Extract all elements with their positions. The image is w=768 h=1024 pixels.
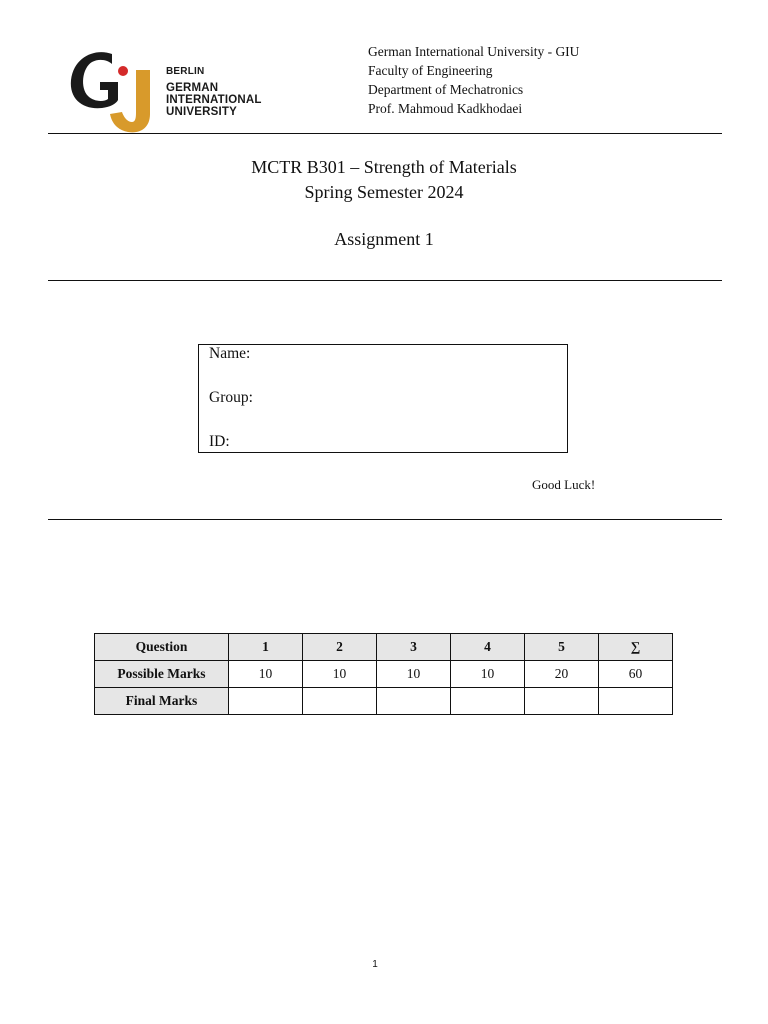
possible-mark-cell: 10 bbox=[303, 661, 377, 688]
possible-mark-cell: 10 bbox=[229, 661, 303, 688]
header-divider bbox=[48, 133, 722, 134]
student-info-box bbox=[198, 344, 568, 453]
column-header: 5 bbox=[525, 634, 599, 661]
possible-mark-cell: 10 bbox=[377, 661, 451, 688]
final-mark-cell bbox=[525, 688, 599, 715]
table-row bbox=[95, 688, 673, 715]
final-mark-total bbox=[599, 688, 673, 715]
department-name: Department of Mechatronics bbox=[368, 82, 524, 97]
giu-logo-mark-icon bbox=[66, 44, 166, 136]
row-label-possible-marks: Possible Marks bbox=[95, 661, 229, 688]
possible-mark-total: 60 bbox=[599, 661, 673, 688]
group-label: Group: bbox=[209, 389, 253, 406]
marks-table bbox=[94, 633, 673, 715]
page-number: 1 bbox=[372, 959, 378, 970]
good-luck-text: Good Luck! bbox=[532, 477, 596, 492]
column-header-sum: ∑ bbox=[599, 634, 673, 661]
logo-line-german: GERMAN bbox=[166, 82, 219, 94]
faculty-name: Faculty of Engineering bbox=[368, 63, 493, 78]
column-header: 3 bbox=[377, 634, 451, 661]
logo-berlin-text: BERLIN bbox=[166, 66, 205, 77]
table-row bbox=[95, 661, 673, 688]
university-logo bbox=[66, 44, 276, 136]
course-semester: Spring Semester 2024 bbox=[304, 182, 464, 202]
professor-name: Prof. Mahmoud Kadkhodaei bbox=[368, 101, 523, 116]
assignment-title: Assignment 1 bbox=[334, 229, 434, 249]
title-divider bbox=[48, 280, 722, 281]
university-name: German International University - GIU bbox=[368, 44, 580, 59]
logo-line-international: INTERNATIONAL bbox=[166, 94, 262, 106]
logo-line-university: UNIVERSITY bbox=[166, 106, 238, 118]
row-label-final-marks: Final Marks bbox=[95, 688, 229, 715]
column-header: 1 bbox=[229, 634, 303, 661]
final-mark-cell bbox=[377, 688, 451, 715]
name-label: Name: bbox=[209, 345, 251, 362]
column-header: 4 bbox=[451, 634, 525, 661]
header-info bbox=[368, 42, 579, 118]
final-mark-cell bbox=[451, 688, 525, 715]
possible-mark-cell: 10 bbox=[451, 661, 525, 688]
table-row bbox=[95, 634, 673, 661]
column-header: 2 bbox=[303, 634, 377, 661]
possible-mark-cell: 20 bbox=[525, 661, 599, 688]
row-label-question: Question bbox=[95, 634, 229, 661]
id-label: ID: bbox=[209, 433, 230, 450]
section-divider bbox=[48, 519, 722, 520]
final-mark-cell bbox=[229, 688, 303, 715]
final-mark-cell bbox=[303, 688, 377, 715]
course-title: MCTR B301 – Strength of Materials bbox=[251, 157, 517, 177]
